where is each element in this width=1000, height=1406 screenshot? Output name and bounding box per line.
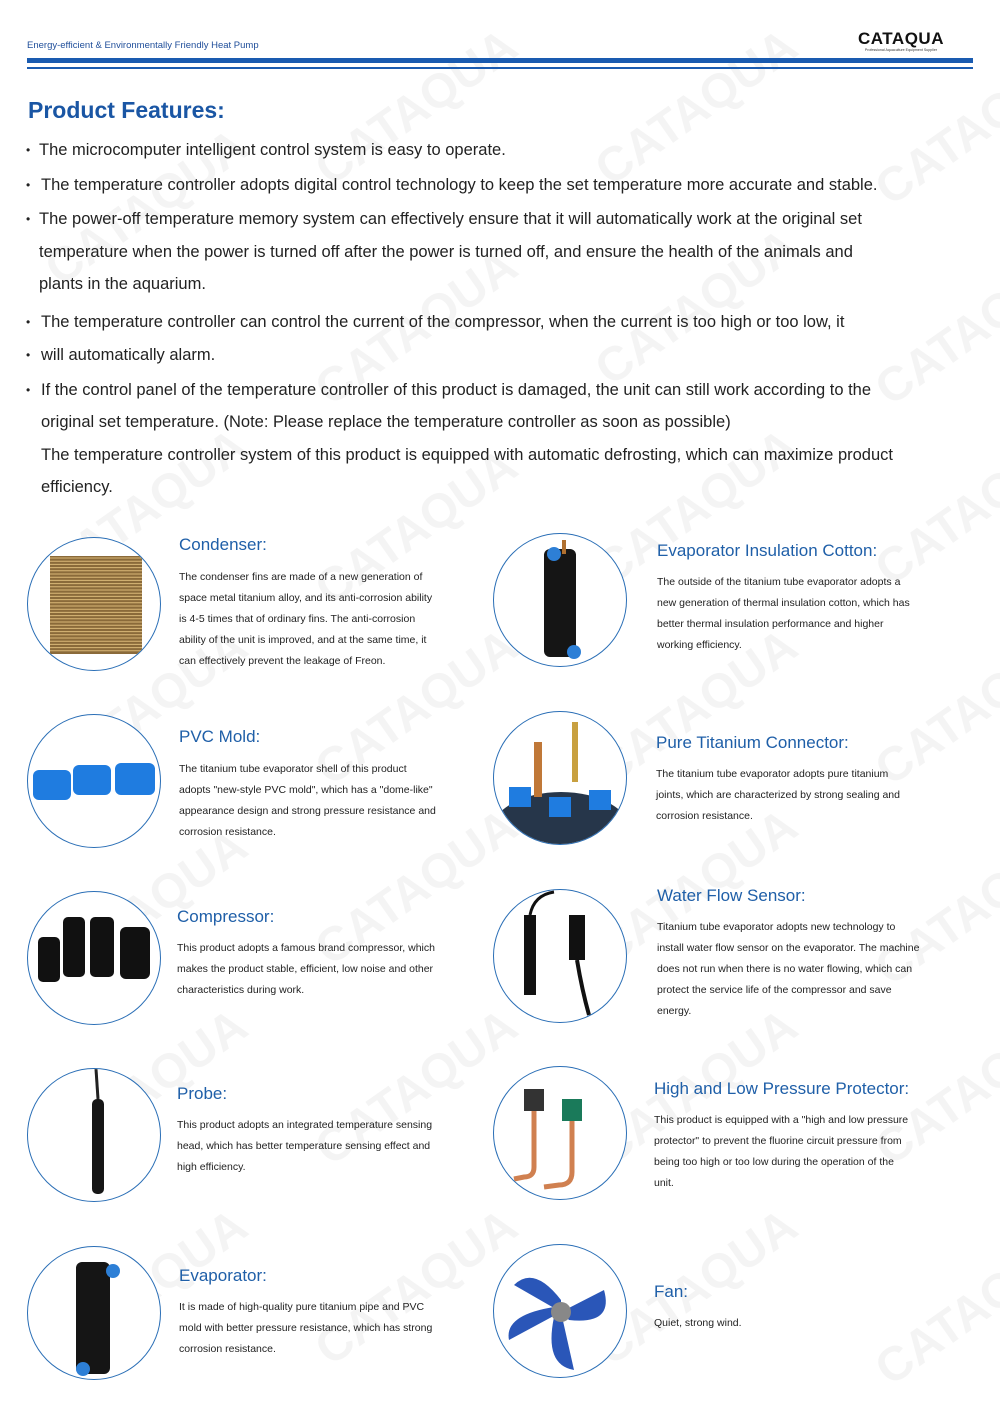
feature-description-line: ability of the unit is improved, and at the same time, it [179,634,427,646]
feature-description-line: Titanium tube evaporator adopts new technology to [657,921,896,933]
feature-description-line: The titanium tube evaporator shell of this product [179,763,407,775]
feature-description-line: space metal titanium alloy, and its anti-corrosion ability [179,592,433,604]
logo-subtitle: Professional Aquaculture Equipment Supplier [864,48,938,52]
feature-description-line: mold with better pressure resistance, which has strong [179,1322,433,1334]
watermark [305,1198,527,1377]
bullet-icon: • [26,315,31,329]
probe-image [27,1068,161,1202]
watermark [865,38,1000,217]
pressure-protector-icon [494,1067,627,1200]
feature-title: Probe: [177,1084,228,1103]
water-flow-sensor-image [493,889,627,1023]
watermark [585,18,807,197]
feature-title: Fan: [654,1282,689,1301]
feature-description-line: can effectively prevent the leakage of Freon. [179,655,386,667]
feature-description-line: new generation of thermal insulation cotton, which has [657,597,910,609]
evaporator-cotton-icon [494,534,627,667]
header-divider-thin [27,67,973,69]
fan-image [493,1244,627,1378]
feature-description-line: better thermal insulation performance and higher [657,618,884,630]
bullet-icon: • [26,348,31,362]
feature-description-line: The condenser fins are made of a new generation of [179,571,423,583]
feature-description-line: joints, which are characterized by strong sealing and [656,789,900,801]
feature-description-line: The titanium tube evaporator adopts pure titanium [656,768,889,780]
feature-description-line: high efficiency. [177,1161,246,1173]
water-flow-sensor-icon [494,890,627,1023]
feature-description-line: This product adopts an integrated temperature sensing [177,1119,433,1131]
evaporator-image [27,1246,161,1380]
logo [858,30,944,53]
feature-description-line: being too high or too low during the operation of the [654,1156,894,1168]
logo-name: CATAQUA [858,29,944,48]
feature-description-line: The outside of the titanium tube evaporator adopts a [657,576,901,588]
feature-description-line: appearance design and strong pressure resistance and [179,805,436,817]
titanium-connector-image [493,711,627,845]
feature-title: Evaporator Insulation Cotton: [657,541,878,560]
feature-description-line: is 4-5 times that of ordinary fins. The anti-corrosion [179,613,416,625]
feature-bullet-line: original set temperature. (Note: Please replace the temperature controller as soon as possible) [41,413,731,431]
condenser-icon [28,538,161,671]
feature-description-line: head, which has better temperature sensing effect and [177,1140,431,1152]
fan-icon [494,1245,627,1378]
feature-description-line: Quiet, strong wind. [654,1317,742,1329]
feature-title: PVC Mold: [179,727,261,746]
feature-title: Condenser: [179,535,267,554]
feature-bullet-line: The temperature controller can control the current of the compressor, when the current is too high or too low, it [41,313,845,331]
feature-description-line: protect the service life of the compressor and save [657,984,892,996]
feature-description-line: working efficiency. [657,639,742,651]
pvc-mold-icon [28,715,161,848]
bullet-icon: • [26,383,31,397]
feature-description-line: corrosion resistance. [179,1343,276,1355]
header-divider-thick [27,58,973,63]
feature-bullet-line: The temperature controller adopts digital control technology to keep the set temperature more accurate and stable. [41,176,878,194]
pvc-mold-image [27,714,161,848]
bullet-icon: • [26,143,31,157]
titanium-connector-icon [494,712,627,845]
feature-description-line: protector" to prevent the fluorine circuit pressure from [654,1135,902,1147]
feature-description-line: makes the product stable, efficient, low noise and other [177,963,434,975]
page-title: Product Features: [28,97,225,123]
feature-description-line: install water flow sensor on the evaporator. The machine [657,942,920,954]
watermark [305,18,527,197]
compressor-image [27,891,161,1025]
feature-description-line: corrosion resistance. [656,810,753,822]
feature-title: Water Flow Sensor: [657,886,806,905]
feature-bullet-line: efficiency. [41,478,113,496]
feature-title: Evaporator: [179,1266,267,1285]
feature-title: Pure Titanium Connector: [656,733,849,752]
feature-bullet-line: plants in the aquarium. [39,275,206,293]
feature-bullet-line: The power-off temperature memory system can effectively ensure that it will automatically work at the original set [39,210,862,228]
feature-description-line: energy. [657,1005,692,1017]
pressure-protector-image [493,1066,627,1200]
watermark [865,238,1000,417]
feature-description-line: This product is equipped with a "high and low pressure [654,1114,909,1126]
condenser-image [27,537,161,671]
feature-description-line: adopts "new-style PVC mold", which has a "dome-like" [179,784,433,796]
probe-icon [28,1069,161,1202]
feature-description-line: unit. [654,1177,674,1189]
feature-title: Compressor: [177,907,275,926]
bullet-icon: • [26,178,31,192]
feature-bullet-line: temperature when the power is turned off after the power is turned off, and ensure the health of the animals and [39,243,853,261]
feature-description-line: It is made of high-quality pure titanium pipe and PVC [179,1301,425,1313]
evaporator-icon [28,1247,161,1380]
feature-description-line: This product adopts a famous brand compressor, which [177,942,435,954]
feature-bullet-line: The microcomputer intelligent control system is easy to operate. [39,141,506,159]
feature-bullet-line: will automatically alarm. [41,346,216,364]
feature-description-line: corrosion resistance. [179,826,276,838]
feature-bullet-line: The temperature controller system of this product is equipped with automatic defrosting, which can maximize product [41,446,893,464]
bullet-icon: • [26,212,31,226]
watermark [865,1218,1000,1397]
feature-title: High and Low Pressure Protector: [654,1079,910,1098]
feature-bullet-line: If the control panel of the temperature controller of this product is damaged, the unit can still work according to the [41,381,872,399]
compressor-icon [28,892,161,1025]
evaporator-cotton-image [493,533,627,667]
header-tagline: Energy-efficient & Environmentally Friendly Heat Pump [27,40,259,51]
feature-description-line: characteristics during work. [177,984,305,996]
feature-description-line: does not run when there is no water flowing, which can [657,963,913,975]
